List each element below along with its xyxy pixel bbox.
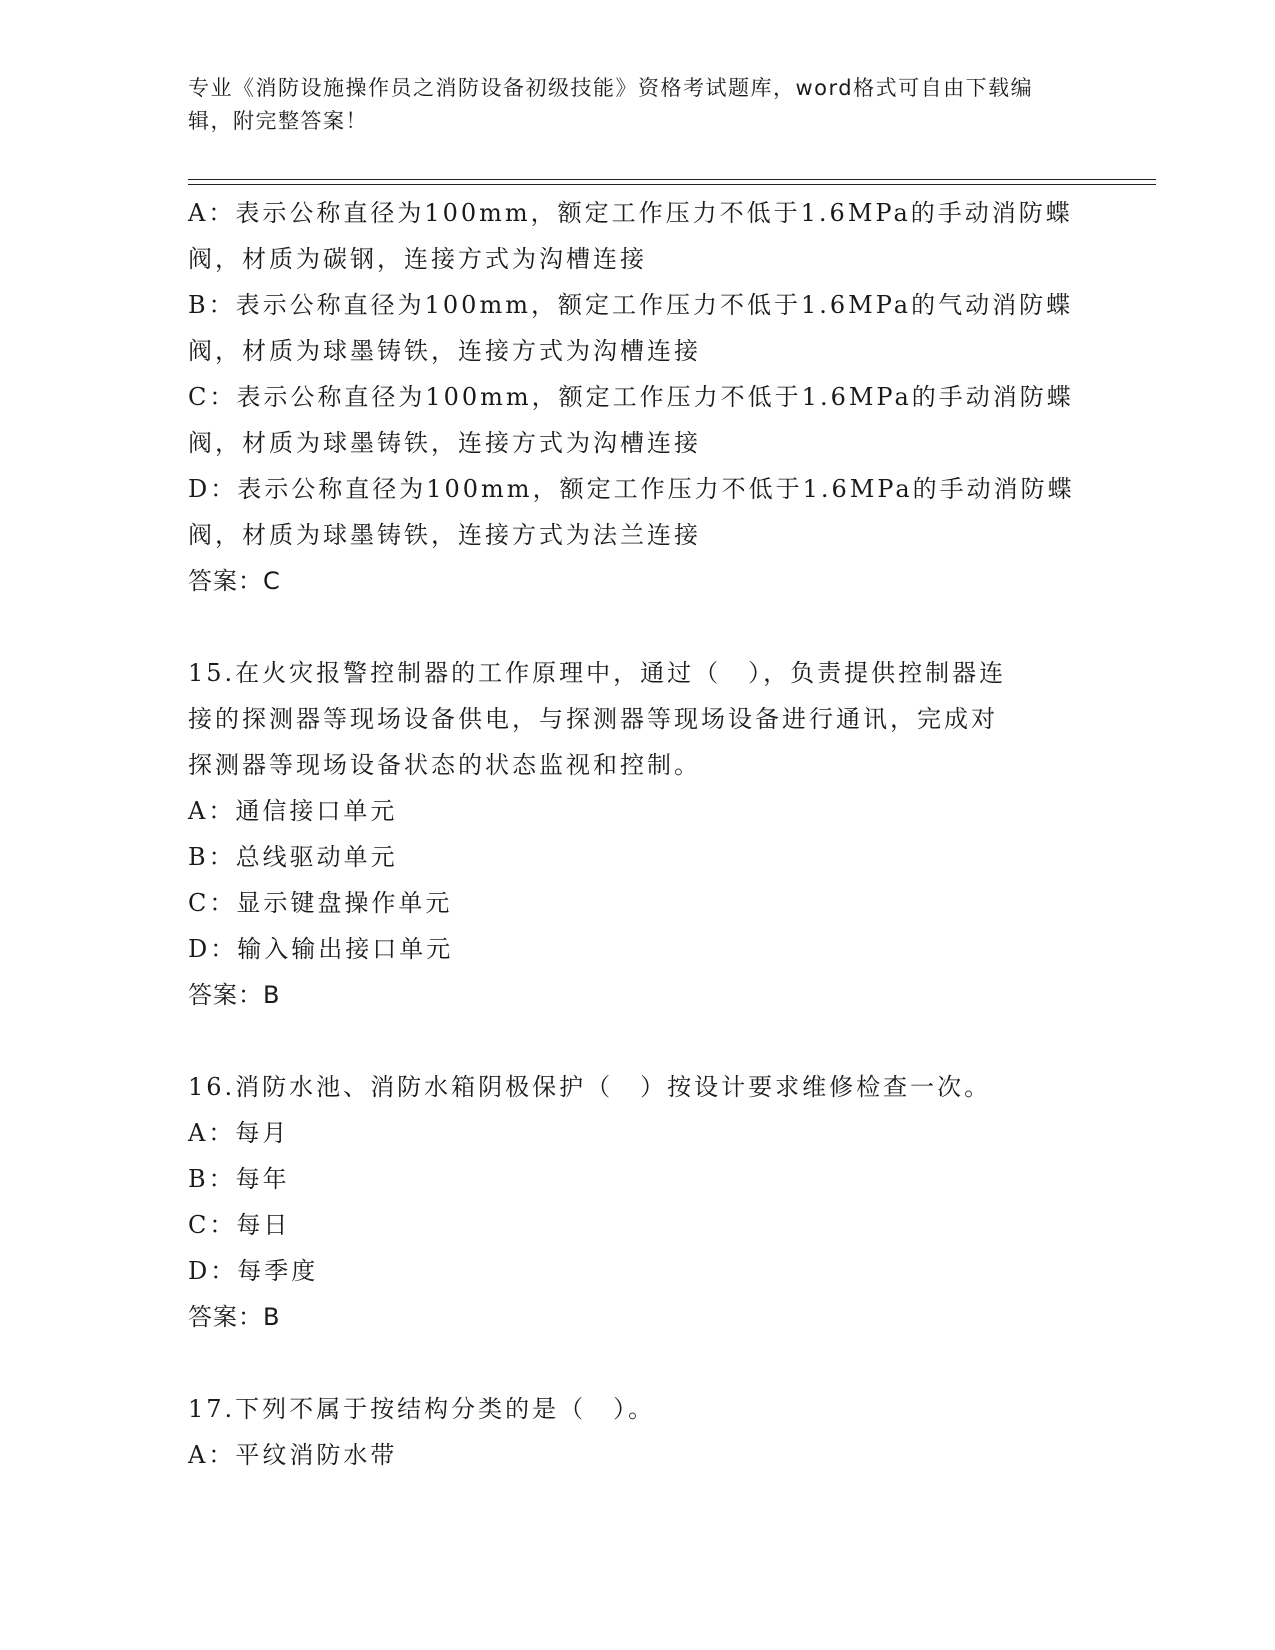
question-content xyxy=(188,190,1088,1478)
question-stem: 17.下列不属于按结构分类的是（ ）。 xyxy=(188,1395,656,1423)
option-b: B：总线驱动单元 xyxy=(188,843,398,871)
option-b: B：每年 xyxy=(188,1165,290,1193)
header-rule-bottom xyxy=(188,184,1156,185)
question-stem: 15.在火灾报警控制器的工作原理中，通过（ ），负责提供控制器连 接的探测器等现场设备供电，与探测器等现场设备进行通讯，完成对 探测器等现场设备状态的状态监视和控制。 xyxy=(188,659,1007,779)
option-a: A：表示公称直径为100mm，额定工作压力不低于1.6MPa的手动消防蝶 阀，材质为碳钢，连接方式为沟槽连接 xyxy=(188,199,1073,273)
option-d: D：表示公称直径为100mm，额定工作压力不低于1.6MPa的手动消防蝶 阀，材质为球墨铸铁，连接方式为法兰连接 xyxy=(188,475,1075,549)
answer: 答案：C xyxy=(188,567,281,595)
option-b: B：表示公称直径为100mm，额定工作压力不低于1.6MPa的气动消防蝶 阀，材质为球墨铸铁，连接方式为沟槽连接 xyxy=(188,291,1074,365)
question-stem: 16.消防水池、消防水箱阴极保护（ ）按设计要求维修检查一次。 xyxy=(188,1073,992,1101)
question-16 xyxy=(188,1064,1088,1340)
header-rule-top xyxy=(188,179,1156,180)
option-c: C：每日 xyxy=(188,1211,291,1239)
option-d: D：输入输出接口单元 xyxy=(188,935,454,963)
spacer xyxy=(188,1340,1088,1386)
option-a: A：平纹消防水带 xyxy=(188,1441,398,1469)
header-title: 专业《消防设施操作员之消防设备初级技能》资格考试题库，word格式可自由下载编辑，附完整答案！ xyxy=(188,76,1034,133)
answer: 答案：B xyxy=(188,1303,281,1331)
spacer xyxy=(188,1018,1088,1064)
question-15 xyxy=(188,650,1088,1018)
option-c: C：表示公称直径为100mm，额定工作压力不低于1.6MPa的手动消防蝶 阀，材质为球墨铸铁，连接方式为沟槽连接 xyxy=(188,383,1074,457)
question-14 xyxy=(188,190,1088,604)
document-header xyxy=(188,72,1068,138)
option-d: D：每季度 xyxy=(188,1257,319,1285)
option-c: C：显示键盘操作单元 xyxy=(188,889,453,917)
spacer xyxy=(188,604,1088,650)
option-a: A：每月 xyxy=(188,1119,290,1147)
answer: 答案：B xyxy=(188,981,281,1009)
option-a: A：通信接口单元 xyxy=(188,797,398,825)
question-17 xyxy=(188,1386,1088,1478)
